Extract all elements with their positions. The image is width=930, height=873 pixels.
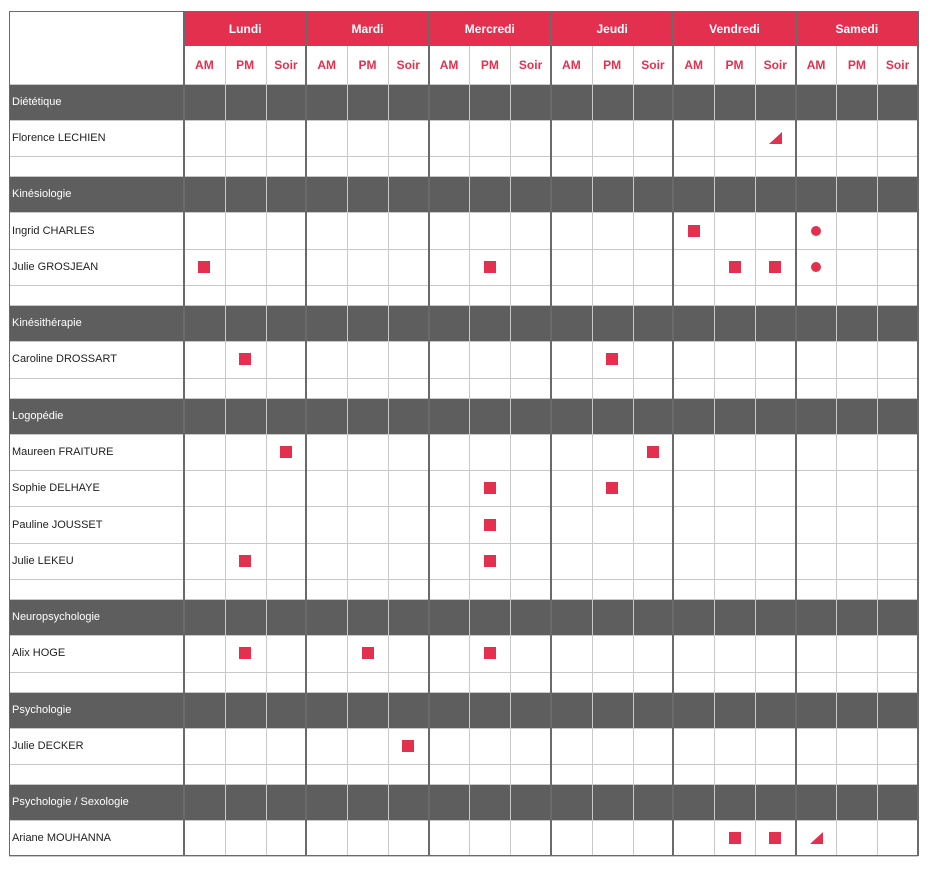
- slot-header-text: Soir: [518, 58, 543, 72]
- person-row-text: Ingrid CHARLES: [12, 224, 95, 237]
- slot-header-text: AM: [317, 58, 337, 72]
- day-header-text: Vendredi: [709, 21, 760, 36]
- category-row-text: Psychologie / Sexologie: [12, 796, 129, 808]
- availability-square-mark: [239, 353, 251, 365]
- category-row-text: Psychologie: [12, 703, 72, 716]
- person-row-text: Julie LEKEU: [12, 554, 74, 567]
- availability-square-mark: [402, 740, 414, 752]
- availability-square-mark: [239, 555, 251, 567]
- slot-header-text: Soir: [274, 58, 298, 72]
- person-row-text: Sophie DELHAYE: [12, 482, 100, 495]
- person-row-text: Ariane MOUHANNA: [12, 832, 112, 845]
- slot-header-text: Soir: [885, 58, 910, 72]
- slot-header-text: PM: [236, 58, 255, 72]
- person-row-text: Maureen FRAITURE: [12, 445, 114, 458]
- day-header-text: Lundi: [228, 21, 262, 36]
- category-row-text: Logopédie: [12, 409, 64, 422]
- grid-line: [9, 856, 918, 857]
- slot-header-text: PM: [847, 58, 866, 72]
- availability-triangle-mark: [769, 132, 782, 144]
- availability-square-mark: [484, 261, 496, 273]
- availability-circle-mark: [811, 262, 821, 272]
- slot-header-text: PM: [358, 58, 377, 72]
- availability-square-mark: [198, 261, 210, 273]
- person-row-text: Florence LECHIEN: [12, 132, 106, 145]
- category-row-text: Diététique: [12, 96, 62, 108]
- day-header-text: Mercredi: [464, 21, 515, 36]
- person-row-text: Alix HOGE: [12, 647, 66, 660]
- availability-square-mark: [280, 446, 292, 458]
- availability-square-mark: [688, 225, 700, 237]
- availability-circle-mark: [811, 226, 821, 236]
- slot-header-text: Soir: [641, 58, 665, 72]
- availability-square-mark: [484, 647, 496, 659]
- day-header-text: Mardi: [351, 21, 384, 36]
- category-row-text: Kinésiologie: [12, 188, 72, 201]
- availability-triangle-mark: [810, 832, 823, 844]
- slot-header-text: PM: [603, 58, 622, 72]
- availability-square-mark: [362, 647, 374, 659]
- availability-square-mark: [484, 519, 496, 531]
- availability-square-mark: [769, 832, 781, 844]
- person-row-text: Julie DECKER: [12, 739, 84, 752]
- availability-square-mark: [606, 482, 618, 494]
- day-header-text: Jeudi: [596, 21, 628, 36]
- slot-header-text: AM: [562, 58, 581, 72]
- availability-square-mark: [647, 446, 659, 458]
- person-row-text: Caroline DROSSART: [12, 353, 117, 366]
- slot-header-text: Soir: [396, 58, 420, 72]
- day-header-text: Samedi: [835, 21, 879, 36]
- availability-square-mark: [239, 647, 251, 659]
- slot-header-text: AM: [684, 58, 704, 72]
- slot-header-text: AM: [806, 58, 826, 72]
- category-row-text: Neuropsychologie: [12, 611, 101, 624]
- availability-square-mark: [729, 261, 741, 273]
- slot-header-text: Soir: [763, 58, 787, 72]
- availability-square-mark: [484, 482, 496, 494]
- person-row-text: Julie GROSJEAN: [12, 260, 99, 273]
- category-row-text: Kinésithérapie: [12, 317, 82, 330]
- slot-header-text: AM: [195, 58, 214, 72]
- slot-header-text: PM: [480, 58, 499, 72]
- slot-header-text: AM: [439, 58, 459, 72]
- person-row-text: Pauline JOUSSET: [12, 518, 103, 531]
- availability-square-mark: [769, 261, 781, 273]
- availability-square-mark: [729, 832, 741, 844]
- slot-header-text: PM: [725, 58, 744, 72]
- availability-square-mark: [484, 555, 496, 567]
- availability-square-mark: [606, 353, 618, 365]
